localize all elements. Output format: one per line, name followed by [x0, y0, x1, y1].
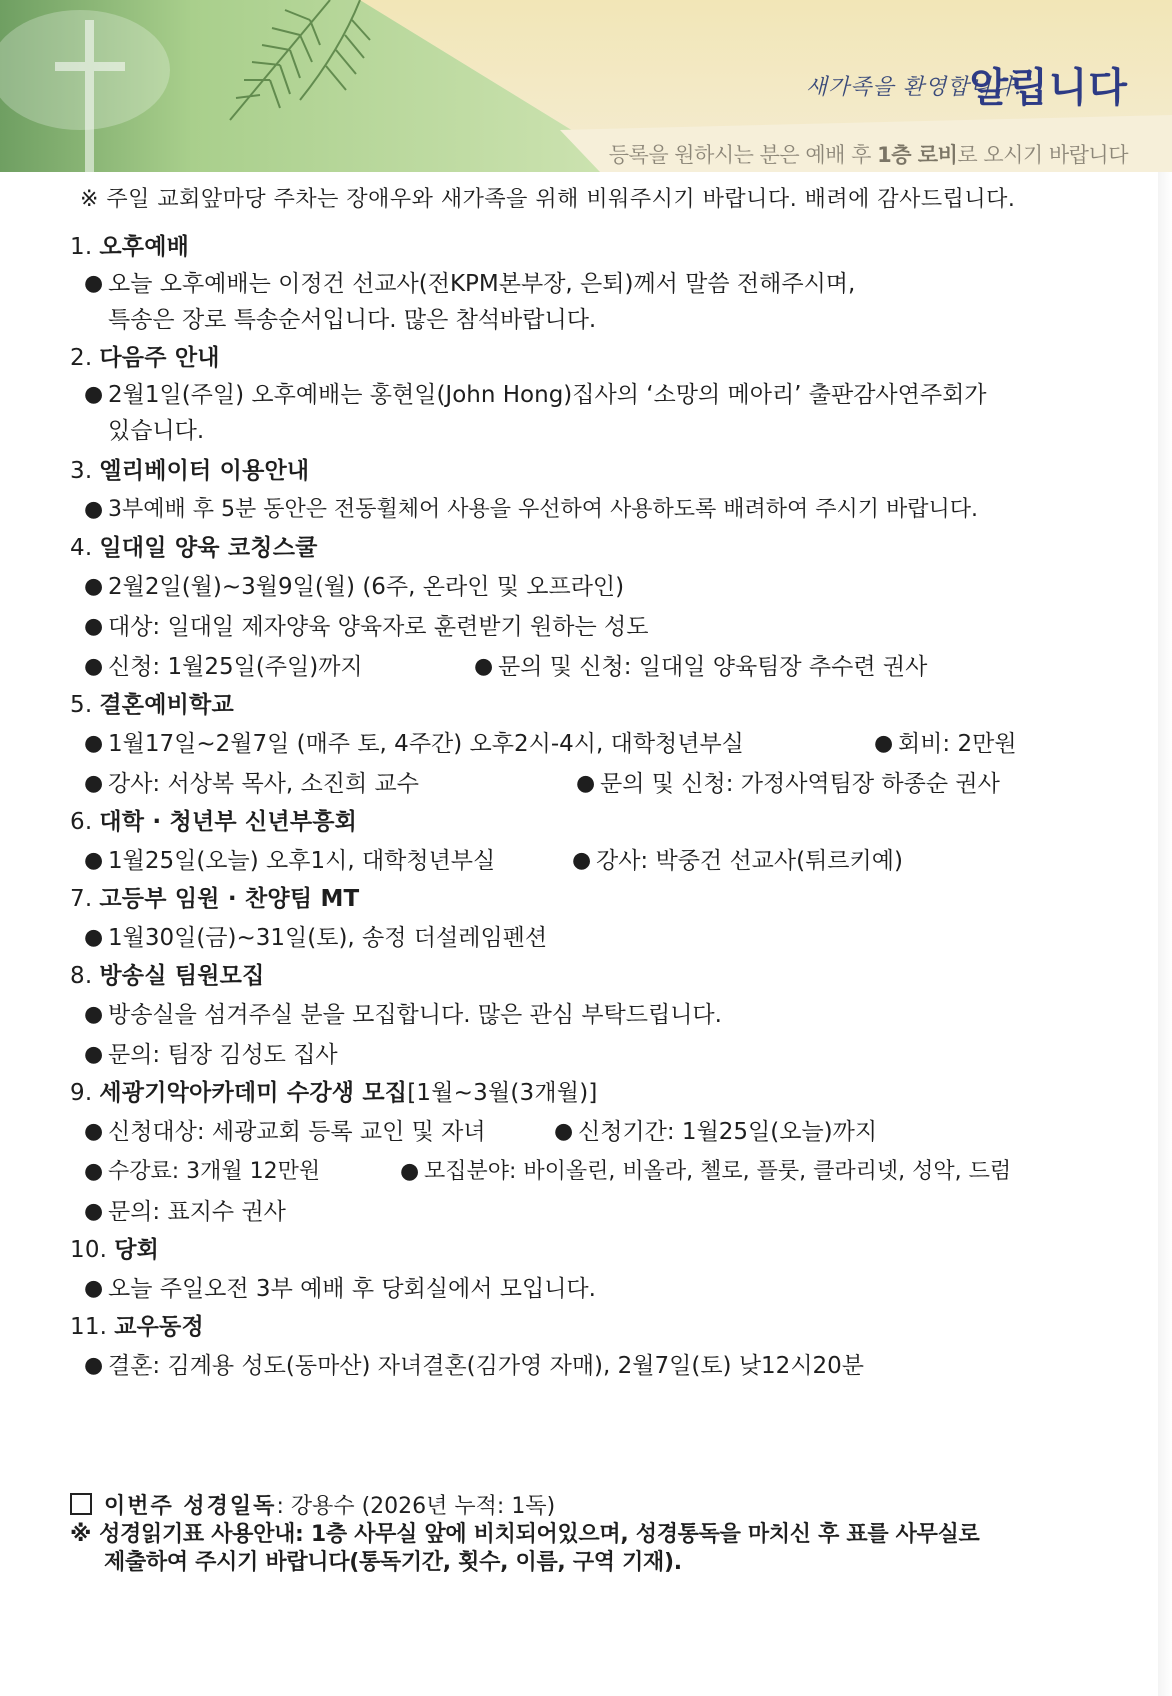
section-number: 9. [70, 1080, 93, 1106]
bullet-icon: ● [84, 1276, 104, 1301]
item-text: 1월17일~2월7일 (매주 토, 4주간) 오후2시-4시, 대학청년부실 [108, 731, 744, 757]
bullet-item [84, 724, 874, 764]
note-mark: ※ [70, 1522, 92, 1547]
item-text: 모집분야: 바이올린, 비올라, 첼로, 플룻, 클라리넷, 성악, 드럼 [424, 1159, 1012, 1184]
section-title [70, 958, 1160, 995]
bullet-item [572, 841, 903, 881]
bullet-icon: ● [84, 271, 104, 296]
bullet-item [84, 764, 576, 804]
bullet-item [84, 841, 572, 881]
welcome-tagline: 새가족을 환영합니다. [805, 75, 1022, 100]
bullet-icon: ● [874, 731, 894, 756]
bullet-icon: ● [84, 1119, 104, 1144]
list-item [70, 607, 1160, 647]
list-item [70, 647, 1160, 687]
list-item [70, 841, 1160, 881]
item-text: 문의: 표지수 권사 [108, 1199, 286, 1225]
item-text: 2월2일(월)~3월9일(월) (6주, 온라인 및 오프라인) [108, 574, 625, 600]
list-item [70, 377, 1160, 453]
bullet-item [84, 490, 978, 530]
header-sub-post: 로 오시기 바랍니다 [957, 143, 1128, 167]
section-title [70, 687, 1160, 724]
bullet-icon: ● [84, 497, 104, 522]
section-heading: 결혼예비학교 [99, 692, 234, 718]
bullet-icon: ● [84, 925, 104, 950]
item-text: 회비: 2만원 [898, 731, 1017, 757]
bullet-icon: ● [474, 654, 494, 679]
bullet-item [84, 647, 474, 687]
reading-chart-note [70, 1521, 1160, 1549]
bullet-icon: ● [84, 848, 104, 873]
bullet-item [576, 764, 1000, 804]
list-item [70, 1269, 1160, 1309]
bullet-item [84, 918, 547, 958]
list-item [70, 764, 1160, 804]
cross-icon [55, 20, 125, 172]
section-heading: 오후예배 [99, 234, 190, 260]
bullet-icon: ● [576, 771, 596, 796]
bible-reading-footer [70, 1492, 1160, 1577]
list-item [70, 266, 1160, 340]
list-item [70, 1112, 1160, 1152]
section-heading: 당회 [114, 1237, 160, 1263]
bullet-item [84, 1112, 554, 1152]
item-text: 오늘 오후예배는 이정건 선교사(전KPM본부장, 은퇴)께서 말씀 전해주시며, [108, 271, 856, 297]
bullet-icon: ● [400, 1159, 420, 1184]
list-item [70, 567, 1160, 607]
bullet-item [554, 1112, 877, 1152]
announcement-list [70, 229, 1160, 1386]
bullet-item [874, 724, 1017, 764]
bible-reading-line [70, 1492, 1160, 1521]
item-text: 결혼: 김계용 성도(동마산) 자녀결혼(김가영 자매), 2월7일(토) 낮12시20분 [108, 1353, 865, 1379]
header-sub-pre: 등록을 원하시는 분은 예배 후 [608, 143, 878, 167]
item-text: 1월30일(금)~31일(토), 송정 더설레임펜션 [108, 925, 548, 951]
item-text-continued: 특송은 장로 특송순서입니다. 많은 참석바랍니다. [108, 307, 597, 333]
item-text: 신청기간: 1월25일(오늘)까지 [578, 1119, 878, 1145]
section-number: 11. [70, 1314, 108, 1340]
note-line-1: 성경읽기표 사용안내: 1층 사무실 앞에 비치되어있으며, 성경통독을 마치신 후 표를 사무실로 [99, 1522, 980, 1547]
section-title [70, 1232, 1160, 1269]
list-item [70, 1346, 1160, 1386]
list-item [70, 724, 1160, 764]
bullet-item [400, 1152, 1011, 1192]
section-heading: 다음주 안내 [99, 345, 220, 371]
bullet-item [84, 377, 987, 449]
item-text: 방송실을 섬겨주실 분을 모집합니다. 많은 관심 부탁드립니다. [108, 1002, 722, 1028]
item-text: 문의: 팀장 김성도 집사 [108, 1042, 338, 1068]
bullet-item [84, 1035, 338, 1075]
bullet-icon: ● [84, 654, 104, 679]
list-item [70, 995, 1160, 1035]
item-text: 신청: 1월25일(주일)까지 [108, 654, 363, 680]
bullet-icon: ● [84, 574, 104, 599]
bullet-icon: ● [84, 1353, 104, 1378]
bullet-item [84, 266, 855, 338]
section-heading: 방송실 팀원모집 [99, 963, 265, 989]
bullet-item [474, 647, 927, 687]
bullet-icon: ● [84, 771, 104, 796]
section-title [70, 229, 1160, 266]
section-number: 2. [70, 345, 93, 371]
section-number: 7. [70, 886, 93, 912]
bullet-item [84, 995, 722, 1035]
palm-leaf-icon [230, 0, 370, 120]
checkbox-icon [70, 1493, 92, 1515]
item-text: 1월25일(오늘) 오후1시, 대학청년부실 [108, 848, 496, 874]
bullet-icon: ● [84, 382, 104, 407]
bullet-icon: ● [84, 614, 104, 639]
section-heading: 엘리베이터 이용안내 [99, 458, 310, 484]
bullet-icon: ● [84, 731, 104, 756]
bullet-icon: ● [84, 1199, 104, 1224]
header-sub-bold: 1층 로비 [877, 143, 958, 167]
page-edge [1158, 0, 1172, 1696]
list-item [70, 918, 1160, 958]
bullet-item [84, 1346, 864, 1386]
item-text-continued: 있습니다. [108, 418, 205, 444]
section-title [70, 453, 1160, 490]
item-text: 문의 및 신청: 가정사역팀장 하종순 권사 [600, 771, 1000, 797]
bullet-icon: ● [84, 1159, 104, 1184]
section-title [70, 881, 1160, 918]
item-text: 오늘 주일오전 3부 예배 후 당회실에서 모입니다. [108, 1276, 596, 1302]
section-title [70, 804, 1160, 841]
bible-reading-text: : 강용수 (2026년 누적: 1독) [276, 1494, 556, 1519]
list-item [70, 1192, 1160, 1232]
section-heading-extra: [1월~3월(3개월)] [407, 1080, 598, 1106]
bullet-icon: ● [572, 848, 592, 873]
section-title [70, 340, 1160, 377]
section-heading: 교우동정 [114, 1314, 204, 1340]
header-subtitle [609, 139, 1128, 169]
section-heading: 고등부 임원 · 찬양팀 MT [99, 886, 360, 912]
section-title [70, 530, 1160, 567]
section-title [70, 1309, 1160, 1346]
list-item [70, 490, 1160, 530]
bullet-icon: ● [84, 1042, 104, 1067]
bullet-item [84, 607, 648, 647]
note-line-2: 제출하여 주시기 바랍니다(통독기간, 횟수, 이름, 구역 기재). [104, 1550, 682, 1575]
section-number: 8. [70, 963, 93, 989]
bullet-icon: ● [84, 1002, 104, 1027]
bullet-item [84, 567, 624, 607]
bible-reading-label: 이번주 성경일독 [104, 1493, 277, 1519]
section-heading: 일대일 양육 코칭스쿨 [99, 535, 318, 561]
bullet-item [84, 1152, 400, 1192]
list-item [70, 1035, 1160, 1075]
section-heading: 세광기악아카데미 수강생 모집 [99, 1080, 408, 1106]
item-text: 3부예배 후 5분 동안은 전동휠체어 사용을 우선하여 사용하도록 배려하여 주시기 바랍니다. [108, 497, 978, 522]
section-number: 4. [70, 535, 93, 561]
parking-notice: ※ 주일 교회앞마당 주차는 장애우와 새가족을 위해 비워주시기 바랍니다. 배려에 감사드립니다. [80, 187, 1016, 212]
section-number: 5. [70, 692, 93, 718]
item-text: 대상: 일대일 제자양육 양육자로 훈련받기 원하는 성도 [108, 614, 649, 640]
header-banner [0, 0, 1172, 172]
list-item [70, 1152, 1160, 1192]
section-number: 6. [70, 809, 93, 835]
item-text: 강사: 서상복 목사, 소진희 교수 [108, 771, 419, 797]
page-title: 알립니다 [969, 65, 1128, 111]
item-text: 수강료: 3개월 12만원 [108, 1159, 321, 1184]
item-text: 신청대상: 세광교회 등록 교인 및 자녀 [108, 1119, 486, 1145]
section-number: 1. [70, 234, 93, 260]
section-number: 3. [70, 458, 93, 484]
item-text: 문의 및 신청: 일대일 양육팀장 추수련 권사 [498, 654, 928, 680]
bullet-item [84, 1192, 286, 1232]
item-text: 강사: 박중건 선교사(튀르키예) [596, 848, 903, 874]
section-title [70, 1075, 1160, 1112]
item-text: 2월1일(주일) 오후예배는 홍현일(John Hong)집사의 ‘소망의 메아리’ 출판감사연주회가 [108, 382, 987, 408]
section-heading: 대학 · 청년부 신년부흥회 [99, 809, 358, 835]
bullet-item [84, 1269, 596, 1309]
bullet-icon: ● [554, 1119, 574, 1144]
section-number: 10. [70, 1237, 108, 1263]
